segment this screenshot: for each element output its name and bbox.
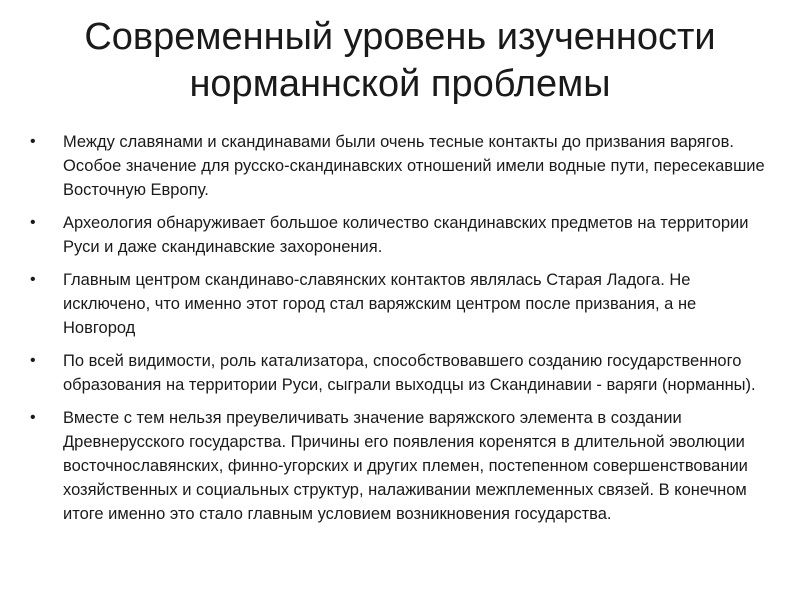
bullet-item (30, 211, 770, 259)
bullet-dot-icon: • (30, 271, 36, 288)
bullet-list (30, 130, 770, 535)
bullet-item (30, 349, 770, 397)
bullet-item (30, 406, 770, 526)
slide-title-line-1: Современный уровень изученности (84, 16, 716, 58)
bullet-text: Между славянами и скандинавами были очень тесные контакты до призвания варягов. Особое значение для русско-скандинавских отношений имели водные пути, пересекавшие Восточную Европу. (63, 133, 765, 199)
bullet-dot-icon: • (30, 214, 36, 231)
slide-title-line-2: норманнской проблемы (189, 63, 611, 105)
bullet-text: Главным центром скандинаво-славянских контактов являлась Старая Ладога. Не исключено, что именно этот город стал варяжским центром после призвания, а не Новгород (63, 271, 697, 337)
bullet-text: Вместе с тем нельзя преувеличивать значение варяжского элемента в создании Древнерусского государства. Причины его появления коренятся в длительной эволюции восточнославянских, финно-угорских и других племен, постепенном совершенствовании хозяйственных и социальных структур, налаживании межплеменных связей. В конечном итоге именно это стало главным условием возникновения государства. (63, 409, 748, 523)
slide-title (40, 14, 760, 108)
bullet-text: Археология обнаруживает большое количество скандинавских предметов на территории Руси и даже скандинавские захоронения. (63, 214, 749, 256)
bullet-dot-icon: • (30, 133, 36, 150)
bullet-item (30, 268, 770, 340)
bullet-text: По всей видимости, роль катализатора, способствовавшего созданию государственного образования на территории Руси, сыграли выходцы из Скандинавии - варяги (норманны). (63, 352, 756, 394)
bullet-item (30, 130, 770, 202)
bullet-dot-icon: • (30, 352, 36, 369)
bullet-dot-icon: • (30, 409, 36, 426)
